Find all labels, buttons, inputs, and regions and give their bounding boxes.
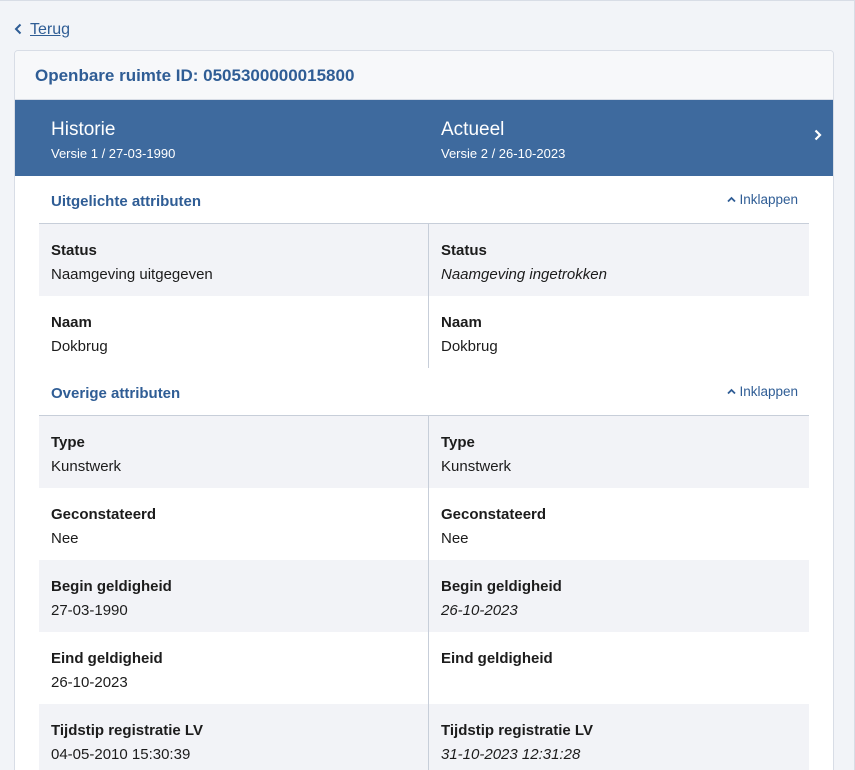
chevron-up-icon <box>727 387 736 397</box>
attribute-row <box>39 704 809 770</box>
attribute-value: 26-10-2023 <box>51 674 128 691</box>
section-title: Overige attributen <box>51 385 181 402</box>
attribute-list <box>39 416 809 770</box>
page-title: Openbare ruimte ID: 0505300000015800 <box>15 51 833 100</box>
attribute-cell-right <box>428 560 809 632</box>
attribute-row <box>39 488 809 560</box>
attribute-label: Naam <box>441 314 482 331</box>
attribute-row <box>39 224 809 296</box>
attribute-value: 26-10-2023 <box>441 602 518 619</box>
attribute-cell-right <box>428 416 809 488</box>
attribute-row <box>39 632 809 704</box>
attribute-cell-right <box>428 632 809 704</box>
attribute-cell-left <box>39 704 428 770</box>
attribute-value: Kunstwerk <box>51 458 122 475</box>
collapse-label[interactable]: Inklappen <box>739 192 798 207</box>
attribute-value: 31-10-2023 12:31:28 <box>441 746 581 763</box>
attribute-label: Geconstateerd <box>51 506 157 523</box>
attribute-label: Type <box>51 434 85 451</box>
attribute-cell-right <box>428 488 809 560</box>
version-right-title: Actueel <box>441 119 505 140</box>
version-left <box>51 119 175 161</box>
attribute-label: Begin geldigheid <box>51 578 172 595</box>
attribute-value: Nee <box>51 530 79 547</box>
chevron-right-icon <box>814 128 822 146</box>
version-right <box>441 119 565 161</box>
back-link[interactable] <box>14 21 70 39</box>
attribute-label: Eind geldigheid <box>441 650 553 667</box>
attribute-label: Begin geldigheid <box>441 578 562 595</box>
attribute-row <box>39 560 809 632</box>
attribute-label: Naam <box>51 314 92 331</box>
version-right-subtitle: Versie 2 / 26-10-2023 <box>441 146 566 161</box>
chevron-left-icon <box>14 22 22 38</box>
version-left-title: Historie <box>51 119 116 140</box>
version-bar <box>15 100 833 176</box>
attribute-cell-left <box>39 560 428 632</box>
attribute-label: Geconstateerd <box>441 506 547 523</box>
attribute-cell-left <box>39 224 428 296</box>
section-other <box>15 368 833 770</box>
attribute-value: Dokbrug <box>51 338 108 355</box>
section-header <box>39 368 809 416</box>
attribute-value: 27-03-1990 <box>51 602 128 619</box>
collapse-label[interactable]: Inklappen <box>739 384 798 399</box>
attribute-value: Kunstwerk <box>441 458 512 475</box>
section-header <box>39 176 809 224</box>
attribute-label: Status <box>51 242 97 259</box>
comparison-card <box>14 50 834 770</box>
back-link-label[interactable]: Terug <box>30 21 71 38</box>
attribute-value: Dokbrug <box>441 338 498 355</box>
section-title: Uitgelichte attributen <box>51 193 202 210</box>
chevron-up-icon <box>727 195 736 205</box>
attribute-value: Naamgeving ingetrokken <box>441 266 607 283</box>
collapse-button[interactable] <box>727 192 798 207</box>
attribute-cell-right <box>428 296 809 368</box>
attribute-row <box>39 416 809 488</box>
section-highlighted <box>15 176 833 368</box>
collapse-button[interactable] <box>727 384 798 399</box>
attribute-value: 04-05-2010 15:30:39 <box>51 746 191 763</box>
attribute-label: Tijdstip registratie LV <box>51 722 203 739</box>
version-left-subtitle: Versie 1 / 27-03-1990 <box>51 146 176 161</box>
attribute-row <box>39 296 809 368</box>
attribute-cell-right <box>428 224 809 296</box>
attribute-cell-right <box>428 704 809 770</box>
attribute-cell-left <box>39 632 428 704</box>
attribute-cell-left <box>39 416 428 488</box>
attribute-label: Tijdstip registratie LV <box>441 722 593 739</box>
attribute-label: Type <box>441 434 475 451</box>
next-version-button[interactable] <box>811 128 825 146</box>
attribute-label: Eind geldigheid <box>51 650 163 667</box>
attribute-value: Naamgeving uitgegeven <box>51 266 213 283</box>
attribute-cell-left <box>39 296 428 368</box>
attribute-value: Nee <box>441 530 469 547</box>
attribute-label: Status <box>441 242 487 259</box>
attribute-cell-left <box>39 488 428 560</box>
attribute-list <box>39 224 809 368</box>
